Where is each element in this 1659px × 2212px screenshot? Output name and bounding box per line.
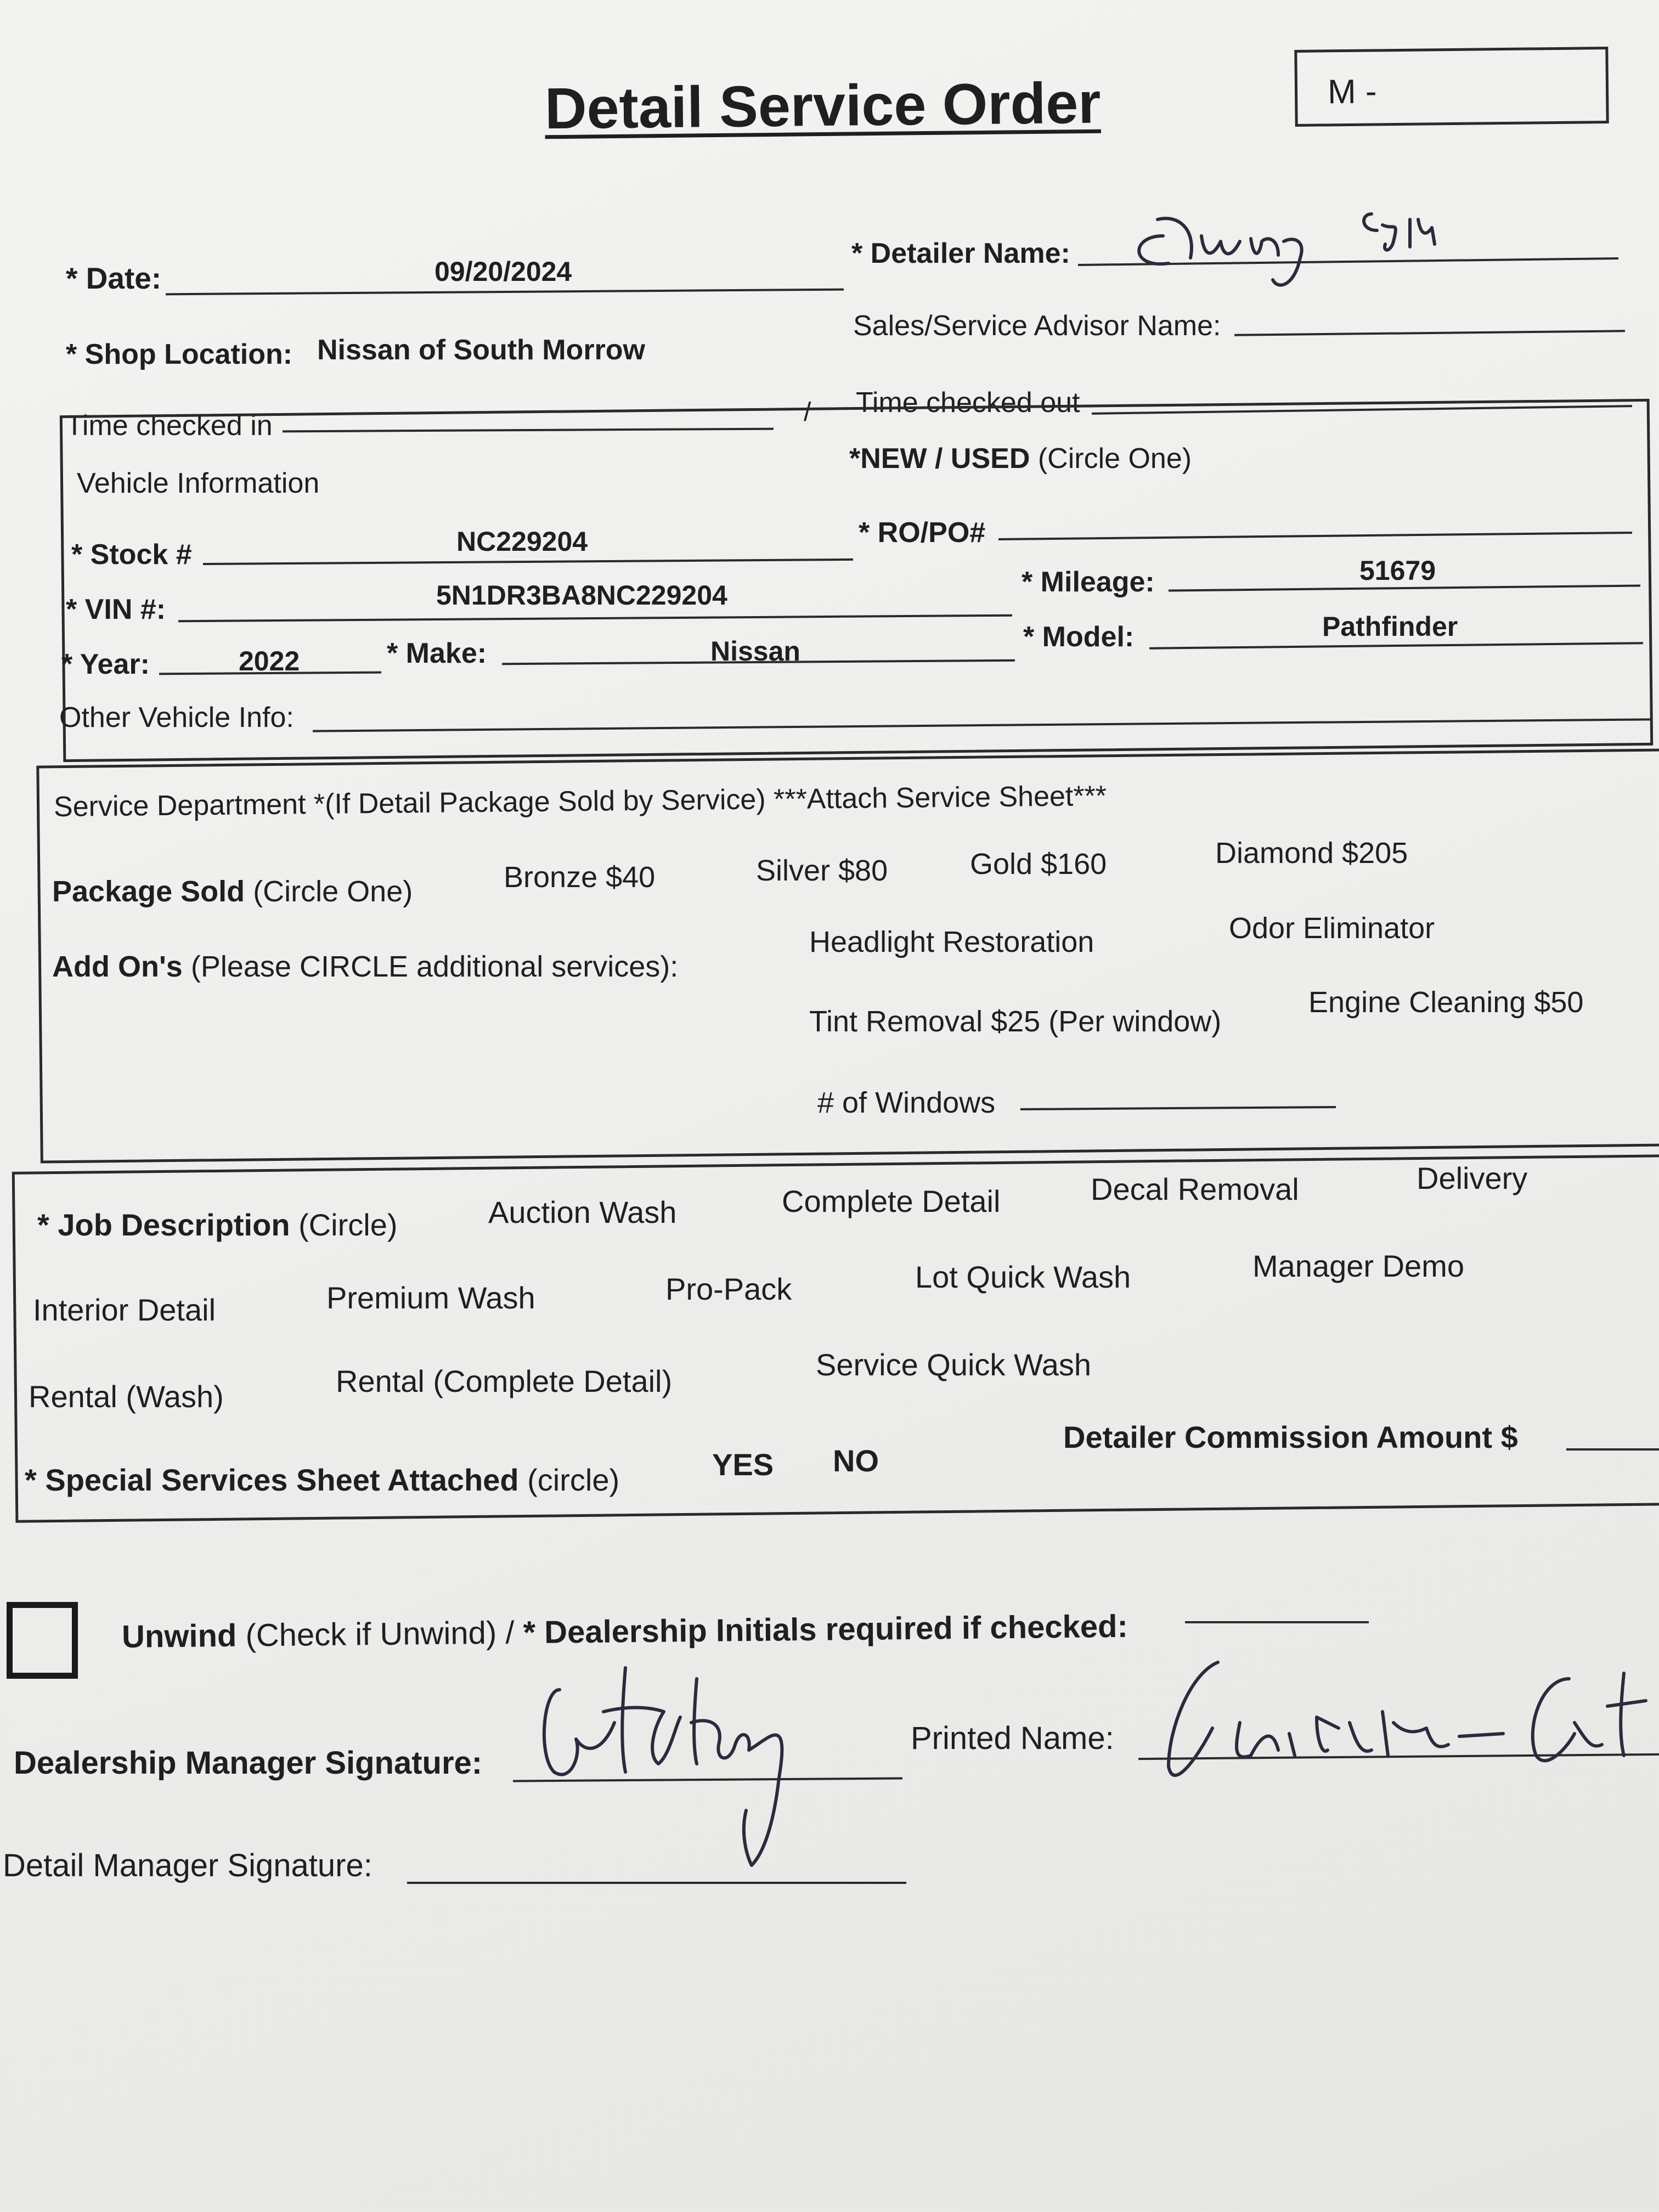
other-vehicle-info-label: Other Vehicle Info: (59, 702, 294, 733)
shop-location-value: Nissan of South Morrow (317, 334, 645, 366)
mileage-label: * Mileage: (1022, 566, 1155, 598)
order-number-box[interactable] (1294, 47, 1609, 127)
special-services-bold: * Special Services Sheet Attached (25, 1463, 519, 1497)
time-out-label: Time checked out (856, 387, 1080, 419)
model-label: * Model: (1023, 621, 1135, 653)
addon-tint-removal[interactable]: Tint Removal $25 (Per window) (809, 1005, 1222, 1038)
special-services-yes[interactable]: YES (712, 1447, 774, 1482)
dealership-manager-signature-label: Dealership Manager Signature: (14, 1745, 483, 1781)
advisor-line[interactable] (1234, 330, 1625, 336)
mileage-value: 51679 (1359, 555, 1436, 586)
job-interior-detail[interactable]: Interior Detail (33, 1293, 216, 1327)
package-sold-bold: Package Sold (52, 875, 245, 908)
year-label: * Year: (61, 648, 150, 680)
job-decal-removal[interactable]: Decal Removal (1091, 1172, 1299, 1206)
initials-required-label: * Dealership Initials required if checked: (523, 1608, 1128, 1651)
job-lot-quick-wash[interactable]: Lot Quick Wash (915, 1260, 1131, 1294)
job-complete-detail[interactable]: Complete Detail (782, 1184, 1001, 1218)
new-used-bold: *NEW / USED (849, 443, 1030, 475)
job-description-bold: * Job Description (37, 1207, 290, 1242)
unwind-checkbox[interactable] (7, 1602, 78, 1679)
package-bronze[interactable]: Bronze $40 (504, 861, 656, 894)
service-heading: Service Department *(If Detail Package Sold by Service) ***Attach Service Sheet*** (53, 780, 1107, 823)
addon-engine-cleaning[interactable]: Engine Cleaning $50 (1308, 986, 1584, 1019)
addons-label (52, 952, 678, 981)
commission-label: Detailer Commission Amount $ (1063, 1420, 1518, 1454)
addons-bold: Add On's (52, 950, 183, 983)
package-sold-label (52, 877, 413, 906)
new-used-note: (Circle One) (1037, 443, 1192, 475)
make-label: * Make: (387, 637, 487, 669)
detail-manager-signature-label: Detail Manager Signature: (3, 1848, 373, 1883)
special-services-note: (circle) (527, 1463, 620, 1497)
model-value: Pathfinder (1322, 611, 1458, 642)
special-services-label (25, 1465, 619, 1496)
time-slash: / (804, 398, 811, 427)
date-value: 09/20/2024 (435, 256, 572, 287)
job-pro-pack[interactable]: Pro-Pack (665, 1272, 792, 1306)
vin-label: * VIN #: (66, 594, 166, 625)
year-value: 2022 (239, 646, 300, 676)
job-service-quick-wash[interactable]: Service Quick Wash (816, 1347, 1092, 1382)
job-description-label (37, 1207, 398, 1242)
unwind-note: (Check if Unwind) / (245, 1615, 515, 1654)
date-line[interactable] (166, 289, 844, 296)
job-premium-wash[interactable]: Premium Wash (326, 1280, 535, 1315)
unwind-bold: Unwind (121, 1617, 237, 1655)
new-used-label (849, 444, 1192, 473)
job-rental-wash[interactable]: Rental (Wash) (29, 1379, 224, 1414)
job-description-note: (Circle) (298, 1207, 398, 1242)
vin-value: 5N1DR3BA8NC229204 (436, 580, 727, 611)
stock-label: * Stock # (71, 539, 192, 571)
shop-location-label: * Shop Location: (66, 338, 293, 370)
windows-count-label: # of Windows (817, 1086, 996, 1119)
stock-value: NC229204 (456, 526, 588, 557)
job-delivery[interactable]: Delivery (1417, 1161, 1528, 1195)
job-rental-complete-detail[interactable]: Rental (Complete Detail) (336, 1364, 673, 1398)
printed-name-handwriting (1152, 1640, 1659, 1805)
advisor-label: Sales/Service Advisor Name: (853, 310, 1221, 342)
job-auction-wash[interactable]: Auction Wash (488, 1195, 677, 1229)
dealership-manager-signature (521, 1646, 828, 1865)
initials-line[interactable] (1185, 1621, 1369, 1623)
vehicle-info-label: Vehicle Information (77, 467, 320, 499)
ro-po-label: * RO/PO# (859, 517, 986, 549)
time-in-label: Time checked in (66, 410, 273, 442)
package-diamond[interactable]: Diamond $205 (1215, 837, 1408, 870)
page-title: Detail Service Order (544, 70, 1102, 142)
package-silver[interactable]: Silver $80 (756, 854, 888, 887)
addons-note: (Please CIRCLE additional services): (190, 950, 679, 983)
commission-line[interactable] (1566, 1448, 1659, 1451)
order-number-label: M - (1327, 72, 1377, 111)
date-label: * Date: (66, 261, 162, 295)
addon-headlight-restoration[interactable]: Headlight Restoration (809, 926, 1094, 958)
package-sold-note: (Circle One) (253, 875, 413, 908)
addon-odor-eliminator[interactable]: Odor Eliminator (1229, 912, 1435, 945)
detail-manager-signature-line[interactable] (407, 1882, 906, 1884)
job-manager-demo[interactable]: Manager Demo (1252, 1249, 1464, 1283)
special-services-no[interactable]: NO (833, 1443, 879, 1478)
detailer-signature (1119, 198, 1470, 296)
package-gold[interactable]: Gold $160 (970, 848, 1107, 881)
detailer-name-label: * Detailer Name: (851, 238, 1070, 269)
make-value: Nissan (710, 636, 800, 667)
printed-name-label: Printed Name: (911, 1720, 1114, 1756)
